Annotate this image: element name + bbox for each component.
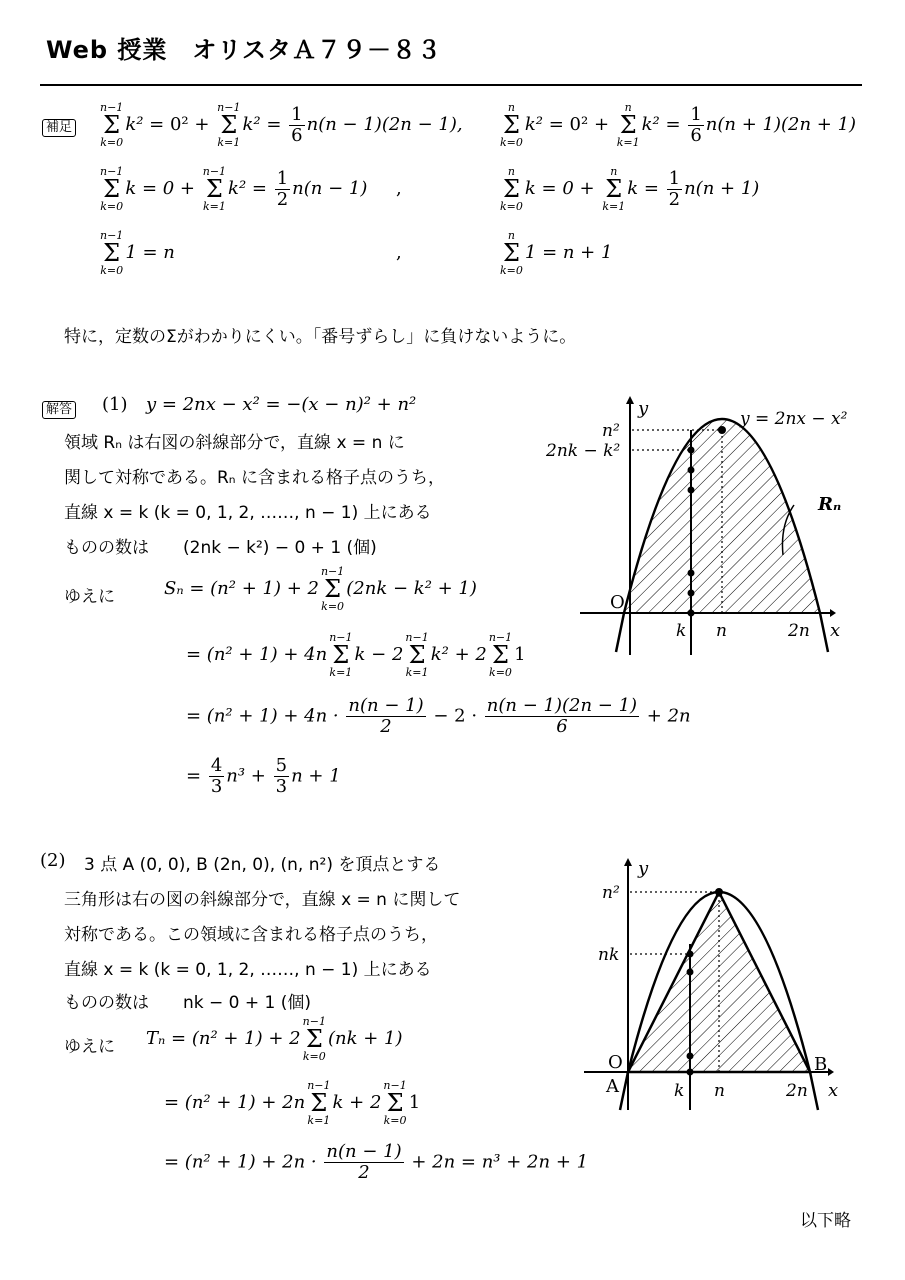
part2-line-5: ものの数は nk − 0 + 1 (個) [64,993,312,1013]
part1-line-3: 直線 x = k (k = 0, 1, 2, ……, n − 1) 上にある [64,503,432,523]
lattice-point [687,951,694,958]
region-label: Rₙ [818,494,842,515]
title-rule [40,84,862,86]
T-line-3: = (n² + 1) + 2n · $\frac{n(n - 1)}{2}$ + 2n = n³ + 2n + 1 [164,1141,589,1183]
part2-label: (2) [40,850,66,871]
tick-n: n [716,621,727,641]
tick-n: n [714,1081,725,1101]
S-line-3: = (n² + 1) + 4n · $\frac{n(n - 1)}{2}$ − 2 · $\frac{n(n - 1)(2n - 1)}{6}$ + 2n [186,695,691,737]
part1-line-1: 領域 Rₙ は右図の斜線部分で，直線 x = n に [64,433,405,453]
S-line-4: = $\frac{4}{3}$ n³ + $\frac{5}{3}$ n + 1 [186,755,341,797]
part1-label: (1) [102,394,128,415]
part2-line-3: 対称である。この領域に含まれる格子点のうち， [64,925,438,945]
vertex-point [718,426,726,434]
supplement-row3-right: n Σ k=0 1 = n + 1 [500,229,613,277]
apex-point [715,888,723,896]
lattice-point [688,447,695,454]
part2-line-1: 3 点 A (0, 0), B (2n, 0), (n, n²) を頂点とする [84,855,441,875]
supplement-note: 特に，定数のΣがわかりにくい。「番号ずらし」に負けないように。 [64,327,577,347]
x-axis-arrow [830,609,836,617]
T-line-2: = (n² + 1) + 2n n−1 Σ k=1 k + 2 n−1 Σ k=0 1 [164,1079,421,1127]
tick-2n: 2n [786,1081,808,1101]
supplement-row1-left: n−1 Σ k=0 k² = 0² + n−1 Σ k=1 k² = $\frac{1}{6}$ n(n − 1)(2n − 1), [100,101,463,149]
supplement-row1-right: n Σ k=0 k² = 0² + n Σ k=1 k² = $\frac{1}{6}$ n(n + 1)(2n + 1) [500,101,857,149]
tick-2n: 2n [788,621,810,641]
curve-label: y = 2nx − x² [740,409,848,429]
point-b-label: B [814,1054,828,1075]
S-line-2: = (n² + 1) + 4n n−1 Σ k=1 k − 2 n−1 Σ k=1 k² + 2 n−1 Σ k=0 1 [186,631,526,679]
supplement-tag: 補足 [42,116,76,137]
y-axis-arrow [626,396,634,404]
supplement-row2-right: n Σ k=0 k = 0 + n Σ k=1 k = $\frac{1}{2}$ n(n + 1) [500,165,760,213]
lattice-point [687,969,694,976]
y-tick-n2: n² [602,883,620,903]
x-label: x [830,620,841,641]
supplement-row3-left: n−1 Σ k=0 1 = n [100,229,175,277]
lattice-point [687,1069,694,1076]
x-label: x [828,1080,839,1101]
supplement-row2-comma: , [396,178,402,199]
lattice-point [688,570,695,577]
supplement-row3-comma: , [396,242,402,263]
y-tick-n2: n² [602,421,620,441]
origin-label: O [610,592,625,613]
T-line-1: Tₙ = (n² + 1) + 2 n−1 Σ k=0 (nk + 1) [146,1015,403,1063]
figure-1 [540,390,870,665]
page-title: Web 授業 オリスタＡ７９－８３ [46,36,442,64]
ending-note: 以下略 [800,1211,851,1231]
y-label: y [638,858,649,879]
lattice-point [688,590,695,597]
part2-line-4: 直線 x = k (k = 0, 1, 2, ……, n − 1) 上にある [64,960,432,980]
part1-equation: y = 2nx − x² = −(x − n)² + n² [146,394,417,415]
point-a-label: A [606,1076,619,1097]
y-axis-arrow [624,858,632,866]
y-label: y [638,398,649,419]
y-tick-nk: nk [598,945,620,965]
origin-label: O [608,1052,623,1073]
part2-line-2: 三角形は右の図の斜線部分で，直線 x = n に関して [64,890,461,910]
figure-2 [570,848,870,1118]
tick-k: k [674,1081,685,1101]
lattice-point [688,467,695,474]
x-axis-arrow [828,1068,834,1076]
S-line-1: Sₙ = (n² + 1) + 2 n−1 Σ k=0 (2nk − k² + 1) [164,565,477,613]
lattice-point [687,1053,694,1060]
part1-line-4: ものの数は (2nk − k²) − 0 + 1 (個) [64,538,377,558]
lattice-point [688,610,695,617]
yueni-1: ゆえに [64,587,115,607]
supplement-row2-left: n−1 Σ k=0 k = 0 + n−1 Σ k=1 k² = $\frac{1}{2}$ n(n − 1) [100,165,368,213]
y-tick-2nk: 2nk − k² [546,441,621,461]
part1-line-2: 関して対称である。Rₙ に含まれる格子点のうち， [64,468,445,488]
tick-k: k [676,621,687,641]
lattice-point [688,487,695,494]
yueni-2: ゆえに [64,1037,115,1057]
answer-tag: 解答 [42,398,76,419]
